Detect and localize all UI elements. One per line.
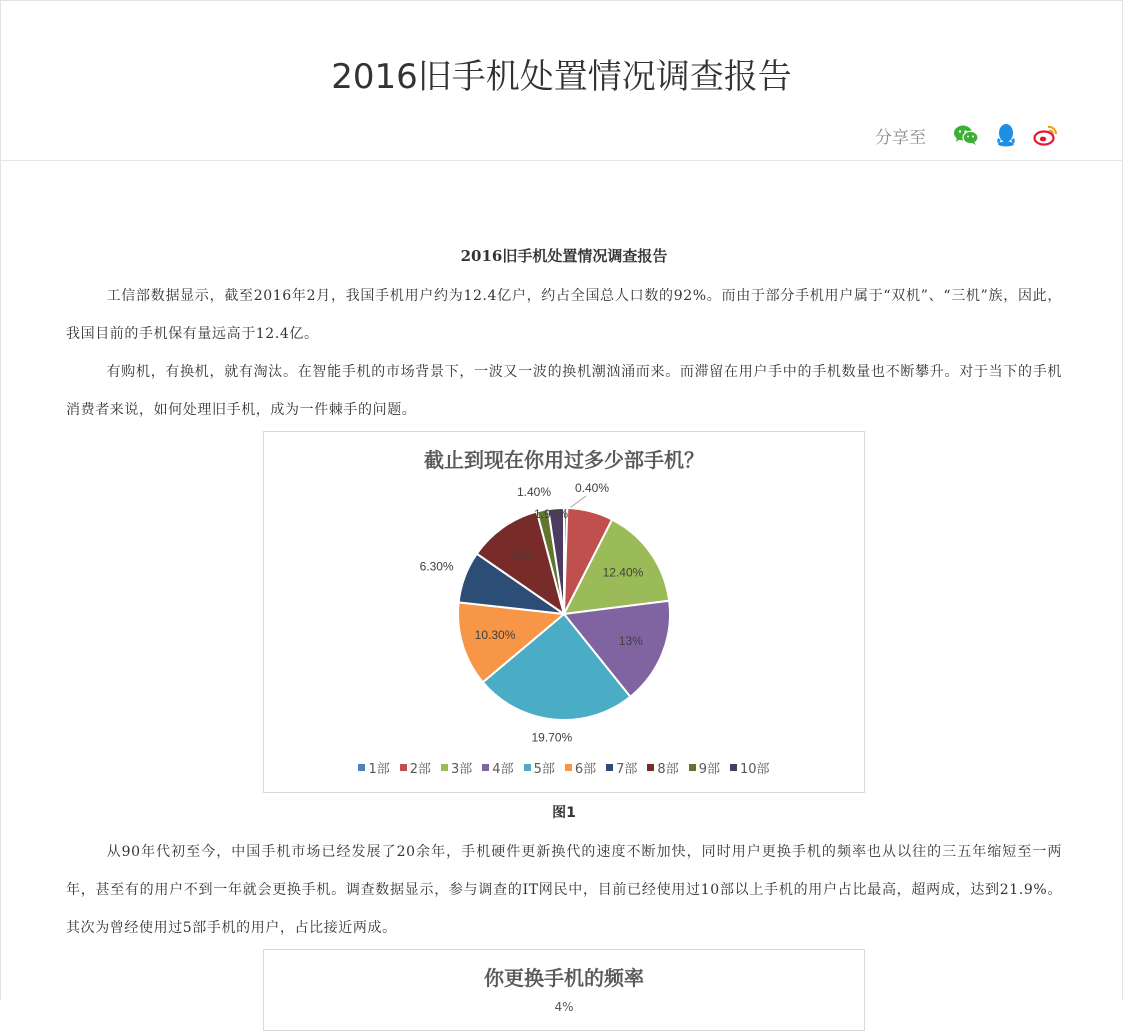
legend-label: 3部 <box>451 762 473 777</box>
chart-legend <box>264 758 864 777</box>
legend-swatch <box>606 764 613 771</box>
paragraph-3: 从90年代初至今，中国手机市场已经发展了20余年，手机硬件更新换代的速度不断加快，同时用户更换手机的频率也从以往的三五年缩短至一两年，甚至有的用户不到一年就会更换手机。调查数据显示，参与调查的IT网民中，目前已经使用过10部以上手机的用户占比最高，超两成，达到21.9%。其次为曾经使用过5部手机的用户，占比接近两成。 <box>66 844 1062 936</box>
legend-item <box>482 758 513 777</box>
data-label-4部: 13% <box>618 634 643 649</box>
data-label-6部: 10.30% <box>474 627 516 642</box>
legend-item <box>441 758 472 777</box>
legend-label: 5部 <box>533 762 555 777</box>
legend-swatch <box>730 764 737 771</box>
page-header <box>1 1 1122 161</box>
legend-item <box>524 758 555 777</box>
weibo-icon[interactable] <box>1032 121 1060 149</box>
data-label-5部: 19.70% <box>531 730 573 745</box>
legend-swatch <box>441 764 448 771</box>
data-label-8部: 9% <box>513 548 532 563</box>
data-label-3部: 12.40% <box>602 565 644 580</box>
legend-label: 7部 <box>616 762 638 777</box>
legend-label: 1部 <box>368 762 390 777</box>
legend-swatch <box>524 764 531 771</box>
legend-swatch <box>565 764 572 771</box>
legend-swatch <box>482 764 489 771</box>
legend-item <box>606 758 637 777</box>
share-bar <box>875 121 1060 149</box>
legend-swatch <box>400 764 407 771</box>
figure-1-chart <box>263 431 865 793</box>
legend-item <box>647 758 678 777</box>
qq-icon[interactable] <box>992 121 1020 149</box>
legend-swatch <box>358 764 365 771</box>
pie-chart <box>264 432 864 754</box>
legend-item <box>689 758 720 777</box>
data-label-9部: 1.40% <box>516 485 552 499</box>
legend-label: 4部 <box>492 762 514 777</box>
article-title: 2016旧手机处置情况调查报告 <box>460 247 668 265</box>
figure-2-chart <box>263 949 865 1031</box>
legend-label: 6部 <box>574 762 597 777</box>
share-label: 分享至 <box>875 127 926 148</box>
data-label-7部: 6.30% <box>419 559 454 574</box>
legend-item <box>358 758 389 777</box>
legend-swatch <box>647 764 654 771</box>
legend-item <box>565 758 596 777</box>
chart-title: 截止到现在你用过多少部手机？ <box>424 448 704 472</box>
legend-label: 9部 <box>698 762 720 777</box>
paragraph-2: 有购机，有换机，就有淘汰。在智能手机的市场背景下，一波又一波的换机潮汹涌而来。而滞留在用户手中的手机数量也不断攀升。对于当下的手机消费者来说，如何处理旧手机，成为一件棘手的问题。 <box>66 364 1062 418</box>
legend-label: 10部 <box>739 762 770 777</box>
legend-item <box>400 758 431 777</box>
chart-2-data-label: 4% <box>554 1000 574 1014</box>
article-body <box>66 241 1062 1031</box>
paragraph-1: 工信部数据显示，截至2016年2月，我国手机用户约为12.4亿户，约占全国总人口数的92%。而由于部分手机用户属于“双机”、“三机”族，因此，我国目前的手机保有量远高于12.4亿。 <box>66 288 1062 342</box>
legend-item <box>730 758 770 777</box>
chart-2-title: 你更换手机的频率 <box>484 966 644 990</box>
page-title: 2016旧手机处置情况调查报告 <box>331 57 792 97</box>
wechat-icon[interactable] <box>952 121 980 149</box>
figure-1-caption: 图1 <box>552 805 576 821</box>
data-label-10部: 1.90% <box>533 507 569 521</box>
data-label-1部: 0.40% <box>574 481 610 495</box>
legend-label: 2部 <box>409 762 432 777</box>
legend-label: 8部 <box>657 762 679 777</box>
legend-swatch <box>689 764 696 771</box>
